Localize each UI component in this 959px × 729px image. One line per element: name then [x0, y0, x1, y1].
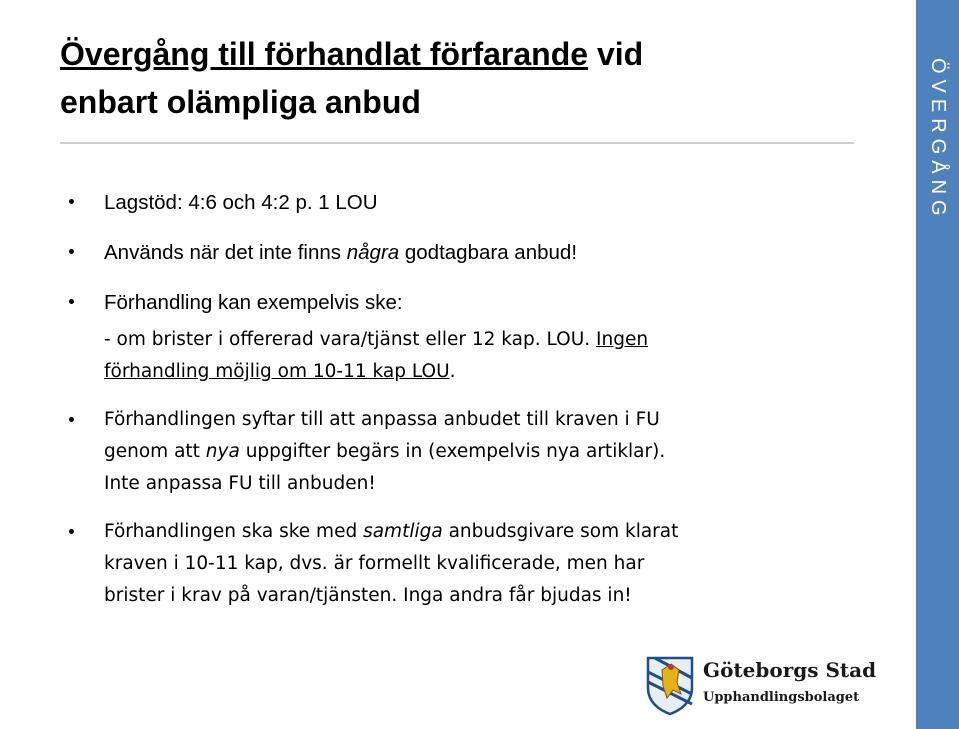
title-rest: vid: [588, 36, 644, 72]
bullet-text: brister i krav på varan/tjänsten. Inga andra får bjudas in!: [104, 585, 632, 606]
title-underlined: Övergång till förhandlat förfarande: [60, 36, 589, 72]
emphasis: samtliga: [363, 521, 443, 542]
bullet-text: godtagbara anbud!: [399, 241, 578, 264]
bullet-list: [65, 186, 825, 612]
sub-underlined: Ingen: [596, 329, 649, 350]
bullet-lagstod: [65, 186, 825, 220]
slide-title: [60, 30, 860, 126]
bullet-text: Förhandlingen syftar till att anpassa anbudet till kraven i FU: [104, 409, 660, 430]
bullet-anvands: [65, 236, 825, 270]
logo-subtitle: Upphandlingsbolaget: [703, 690, 860, 705]
title-divider: [60, 142, 854, 144]
bullet-text: genom att: [104, 441, 206, 462]
bullet-text: kraven i 10-11 kap, dvs. är formellt kvalificerade, men har: [104, 553, 645, 574]
sub-text: .: [449, 361, 456, 382]
bullet-syftar: [65, 404, 825, 500]
logo-name: Göteborgs Stad: [703, 658, 877, 682]
title-line2: enbart olämpliga anbud: [60, 84, 421, 120]
side-banner-label: ÖVERGÅNG: [927, 58, 949, 222]
bullet-text: Förhandling kan exempelvis ske:: [104, 291, 403, 314]
bullet-text: uppgifter begärs in (exempelvis nya artiklar).: [239, 441, 666, 462]
bullet-samtliga: [65, 516, 825, 612]
coat-of-arms-icon: [645, 654, 695, 716]
emphasis: några: [346, 241, 400, 264]
bullet-text: Inte anpassa FU till anbuden!: [104, 473, 376, 494]
sub-item: [65, 324, 825, 388]
bullet-text: Används när det inte finns: [104, 241, 347, 264]
bullet-text: Lagstöd: 4:6 och 4:2 p. 1 LOU: [104, 191, 378, 214]
bullet-text: anbudsgivare som klarat: [442, 521, 679, 542]
bullet-forhandling: [65, 286, 825, 320]
goteborgs-stad-logo: [645, 654, 875, 716]
emphasis: nya: [205, 441, 240, 462]
sub-text: - om brister i offererad vara/tjänst eller 12 kap. LOU.: [104, 329, 597, 350]
sub-underlined: förhandling möjlig om 10-11 kap LOU: [104, 361, 450, 382]
bullet-text: Förhandlingen ska ske med: [104, 521, 364, 542]
